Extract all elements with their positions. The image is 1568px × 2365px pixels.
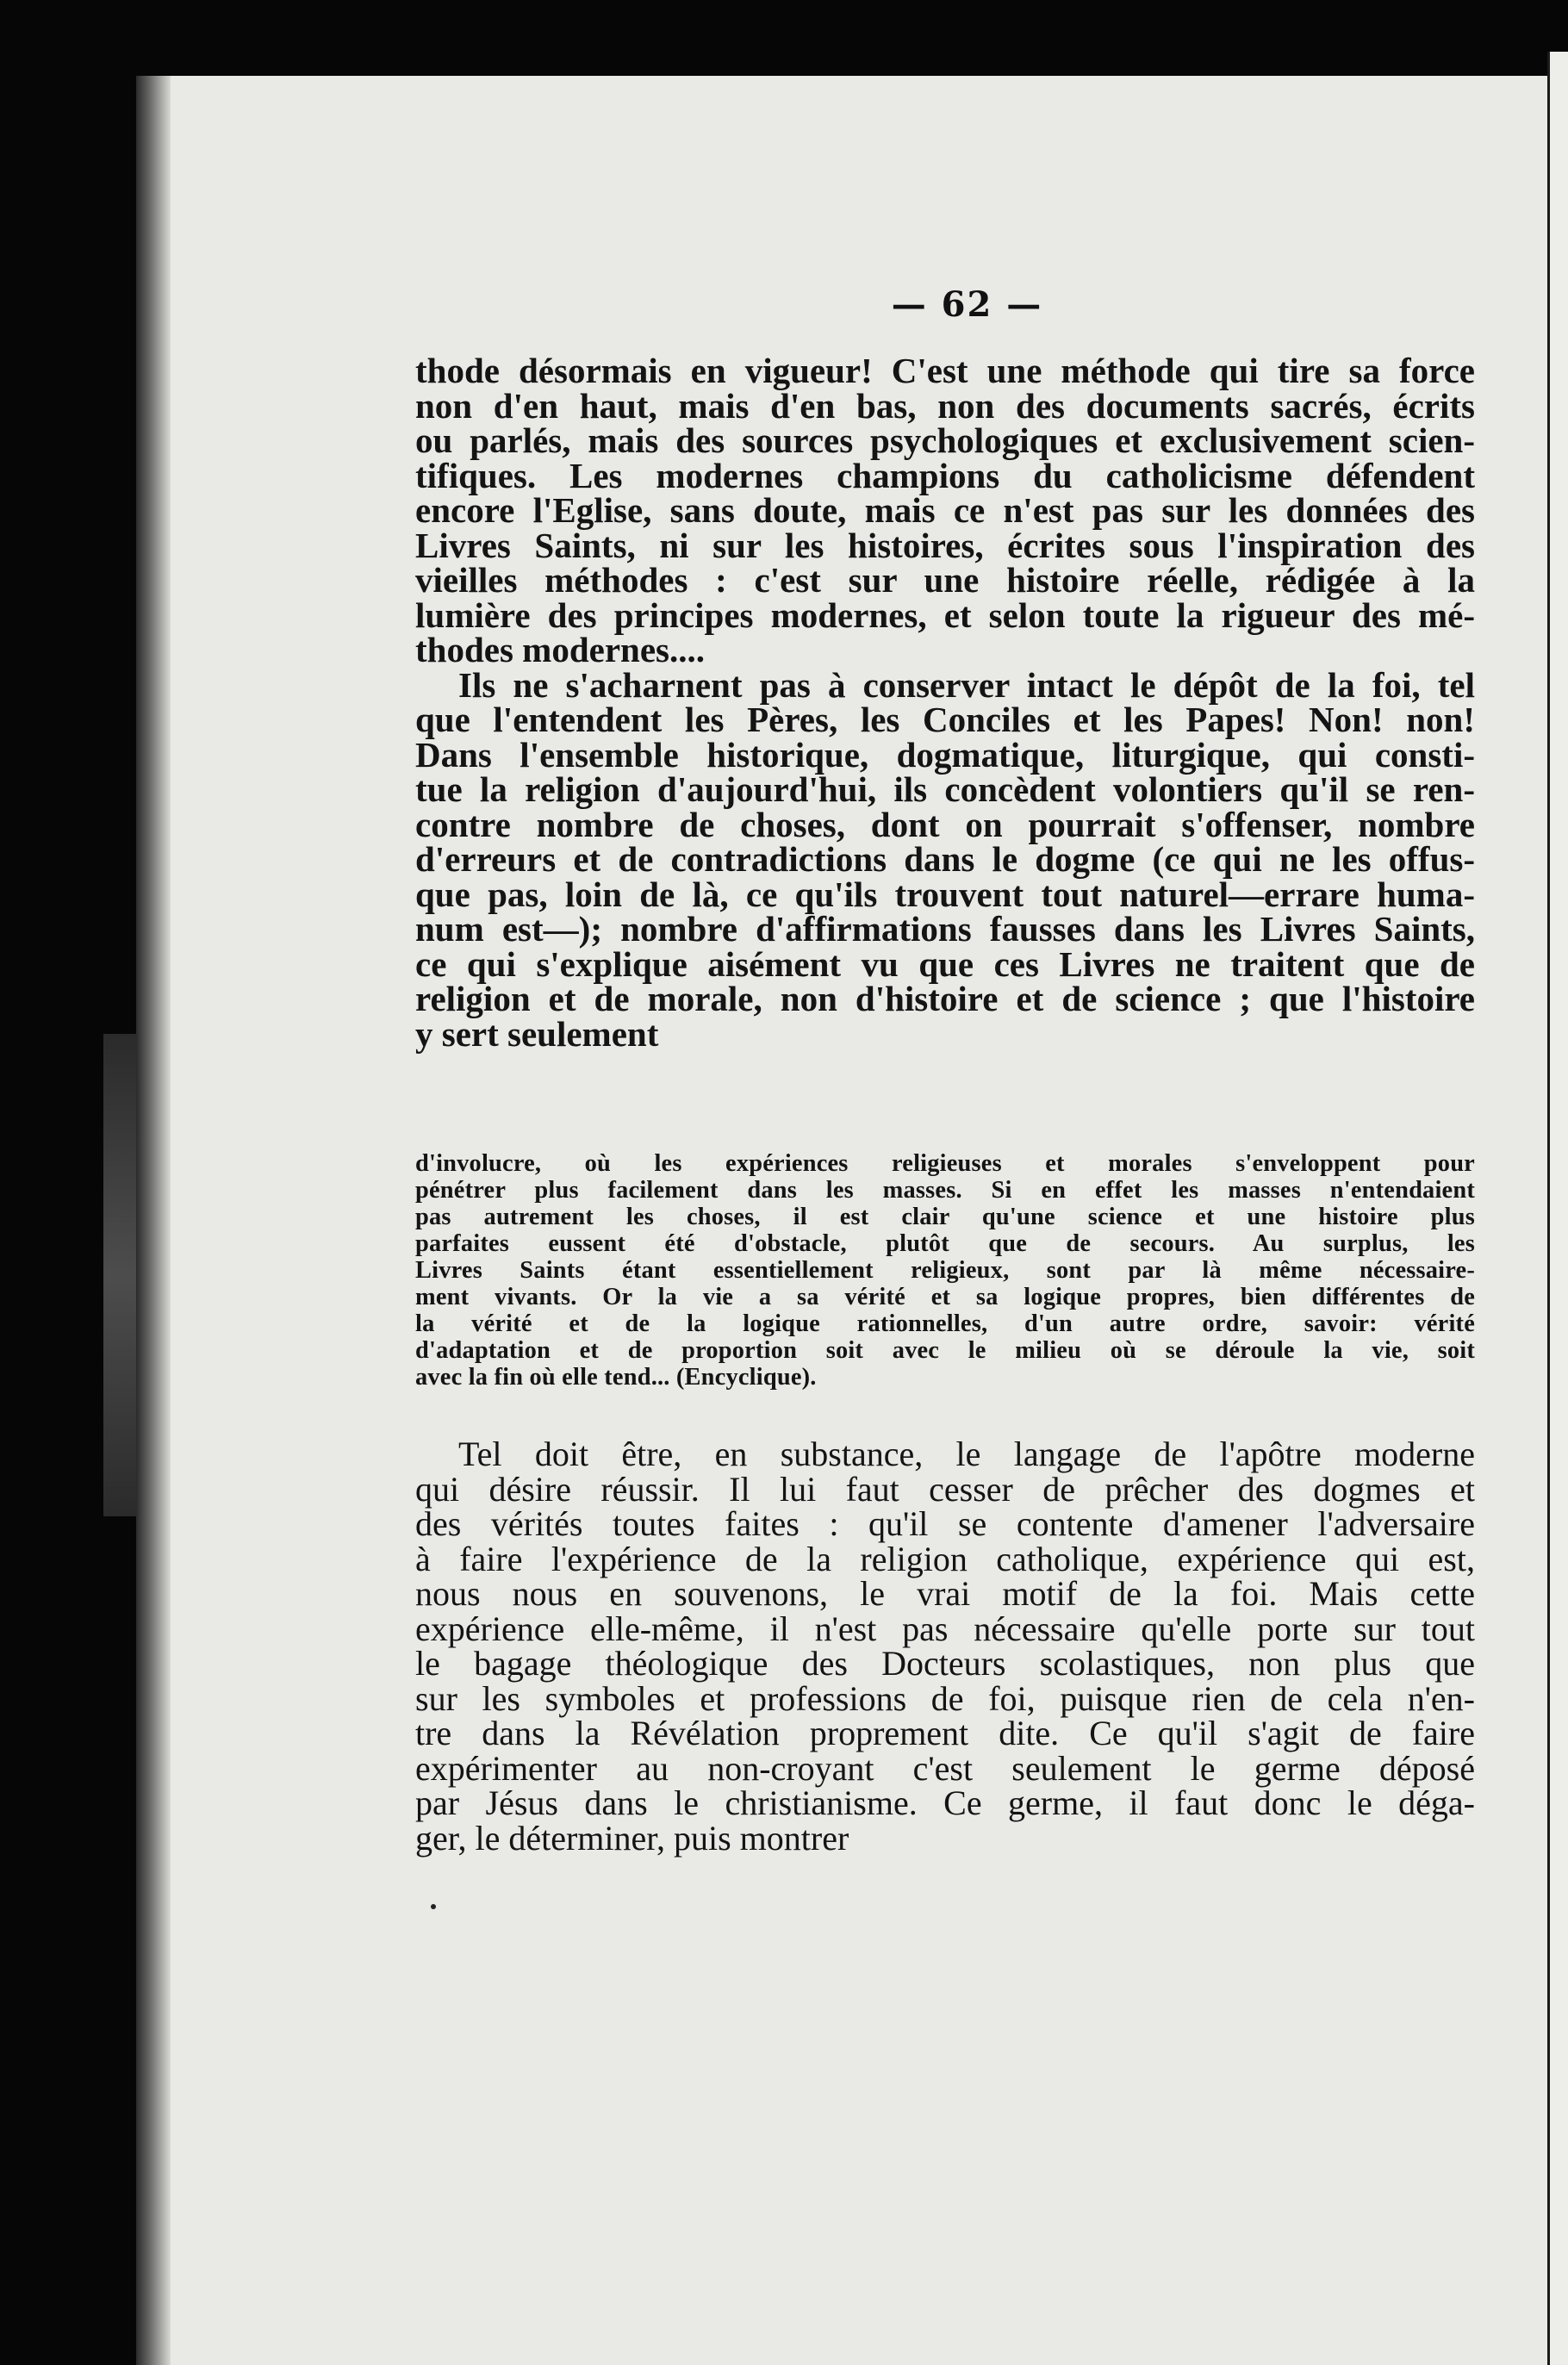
text-line: qui désire réussir. Il lui faut cesser de prêcher des dogmes et — [415, 1469, 1475, 1509]
text-line: ou parlés, mais des sources psychologiques et exclusivement scien- — [415, 420, 1475, 460]
text-line: d'erreurs et de contradictions dans le dogme (ce qui ne les offus- — [415, 839, 1475, 879]
text-line: le bagage théologique des Docteurs scolastiques, non plus que — [415, 1644, 1475, 1683]
text-line: tre dans la Révélation proprement dite. Ce qu'il s'agit de faire — [415, 1714, 1475, 1752]
text-line: non d'en haut, mais d'en bas, non des documents sacrés, écrits — [415, 385, 1475, 426]
note-line: la vérité et de la logique rationnelles, d'un autre ordre, savoir: vérité — [415, 1310, 1475, 1337]
text-line: ger, le déterminer, puis montrer — [415, 1818, 849, 1858]
text-line: religion et de morale, non d'histoire et de science ; que l'histoire — [415, 979, 1475, 1018]
note-line: d'adaptation et de proportion soit avec le milieu où se déroule la vie, soit — [415, 1337, 1475, 1364]
note-line: d'involucre, où les expériences religieuses et morales s'enveloppent pour — [415, 1150, 1475, 1177]
ink-speck — [431, 1904, 436, 1909]
text-line: à faire l'expérience de la religion catholique, expérience qui est, — [415, 1539, 1475, 1578]
text-line: y sert seulement — [415, 1013, 659, 1054]
text-line: Dans l'ensemble historique, dogmatique, liturgique, qui consti- — [415, 734, 1475, 775]
text-line: thode désormais en vigueur! C'est une méthode qui tire sa force — [415, 351, 1475, 390]
note-line: Livres Saints étant essentiellement religieux, sont par là même nécessaire- — [415, 1257, 1475, 1284]
page-right-edge — [1547, 52, 1568, 2365]
text-line: expérimenter au non-croyant c'est seulement le germe déposé — [415, 1748, 1475, 1788]
text-line: Ils ne s'acharnent pas à conserver intact le dépôt de la foi, tel — [458, 664, 1475, 705]
text-line: nous nous en souvenons, le vrai motif de la foi. Mais cette — [415, 1574, 1475, 1613]
closing-paragraph — [415, 1437, 1475, 1856]
note-line: avec la fin où elle tend... (Encyclique). — [415, 1364, 817, 1391]
text-line: que pas, loin de là, ce qu'ils trouvent tout naturel—errare huma- — [415, 874, 1475, 914]
text-line: par Jésus dans le christianisme. Ce germe, il faut donc le déga- — [415, 1783, 1475, 1822]
text-line: expérience elle-même, il n'est pas nécessaire qu'elle porte sur tout — [415, 1609, 1475, 1648]
text-line: sur les symboles et professions de foi, puisque rien de cela n'en- — [415, 1678, 1475, 1718]
text-line: des vérités toutes faites : qu'il se contente d'amener l'adversaire — [415, 1504, 1475, 1543]
note-line: ment vivants. Or la vie a sa vérité et sa logique propres, bien différentes de — [415, 1284, 1475, 1310]
text-line: num est—); nombre d'affirmations fausses dans les Livres Saints, — [415, 909, 1475, 949]
text-line: Tel doit être, en substance, le langage de l'apôtre moderne — [458, 1435, 1475, 1473]
text-line: lumière des principes modernes, et selon toute la rigueur des mé- — [415, 594, 1475, 635]
note-line: pénétrer plus facilement dans les masses. Si en effet les masses n'entendaient — [415, 1177, 1475, 1204]
text-line: contre nombre de choses, dont on pourrait s'offenser, nombre — [415, 804, 1475, 844]
text-line: tue la religion d'aujourd'hui, ils concèdent volontiers qu'il se ren- — [415, 769, 1475, 809]
note-line: parfaites eussent été d'obstacle, plutôt que de secours. Au surplus, les — [415, 1230, 1475, 1257]
main-text — [415, 351, 1475, 1054]
text-line: thodes modernes.... — [415, 630, 705, 669]
note-line: pas autrement les choses, il est clair qu'une science et une histoire plus — [415, 1204, 1475, 1230]
page-gutter-shadow — [136, 76, 171, 2365]
text-line: encore l'Eglise, sans doute, mais ce n'est pas sur les données des — [415, 490, 1475, 530]
text-line: que l'entendent les Pères, les Conciles et les Papes! Non! non! — [415, 700, 1475, 739]
text-line: Livres Saints, ni sur les histoires, écrites sous l'inspiration des — [415, 525, 1475, 565]
text-line: vieilles méthodes : c'est sur une histoire réelle, rédigée à la — [415, 560, 1475, 600]
page-number: — 62 — — [891, 284, 1043, 325]
text-line: tifiques. Les modernes champions du catholicisme défendent — [415, 455, 1475, 495]
text-line: ce qui s'explique aisément vu que ces Livres ne traitent que de — [415, 943, 1475, 984]
footnote-text — [415, 1150, 1475, 1391]
